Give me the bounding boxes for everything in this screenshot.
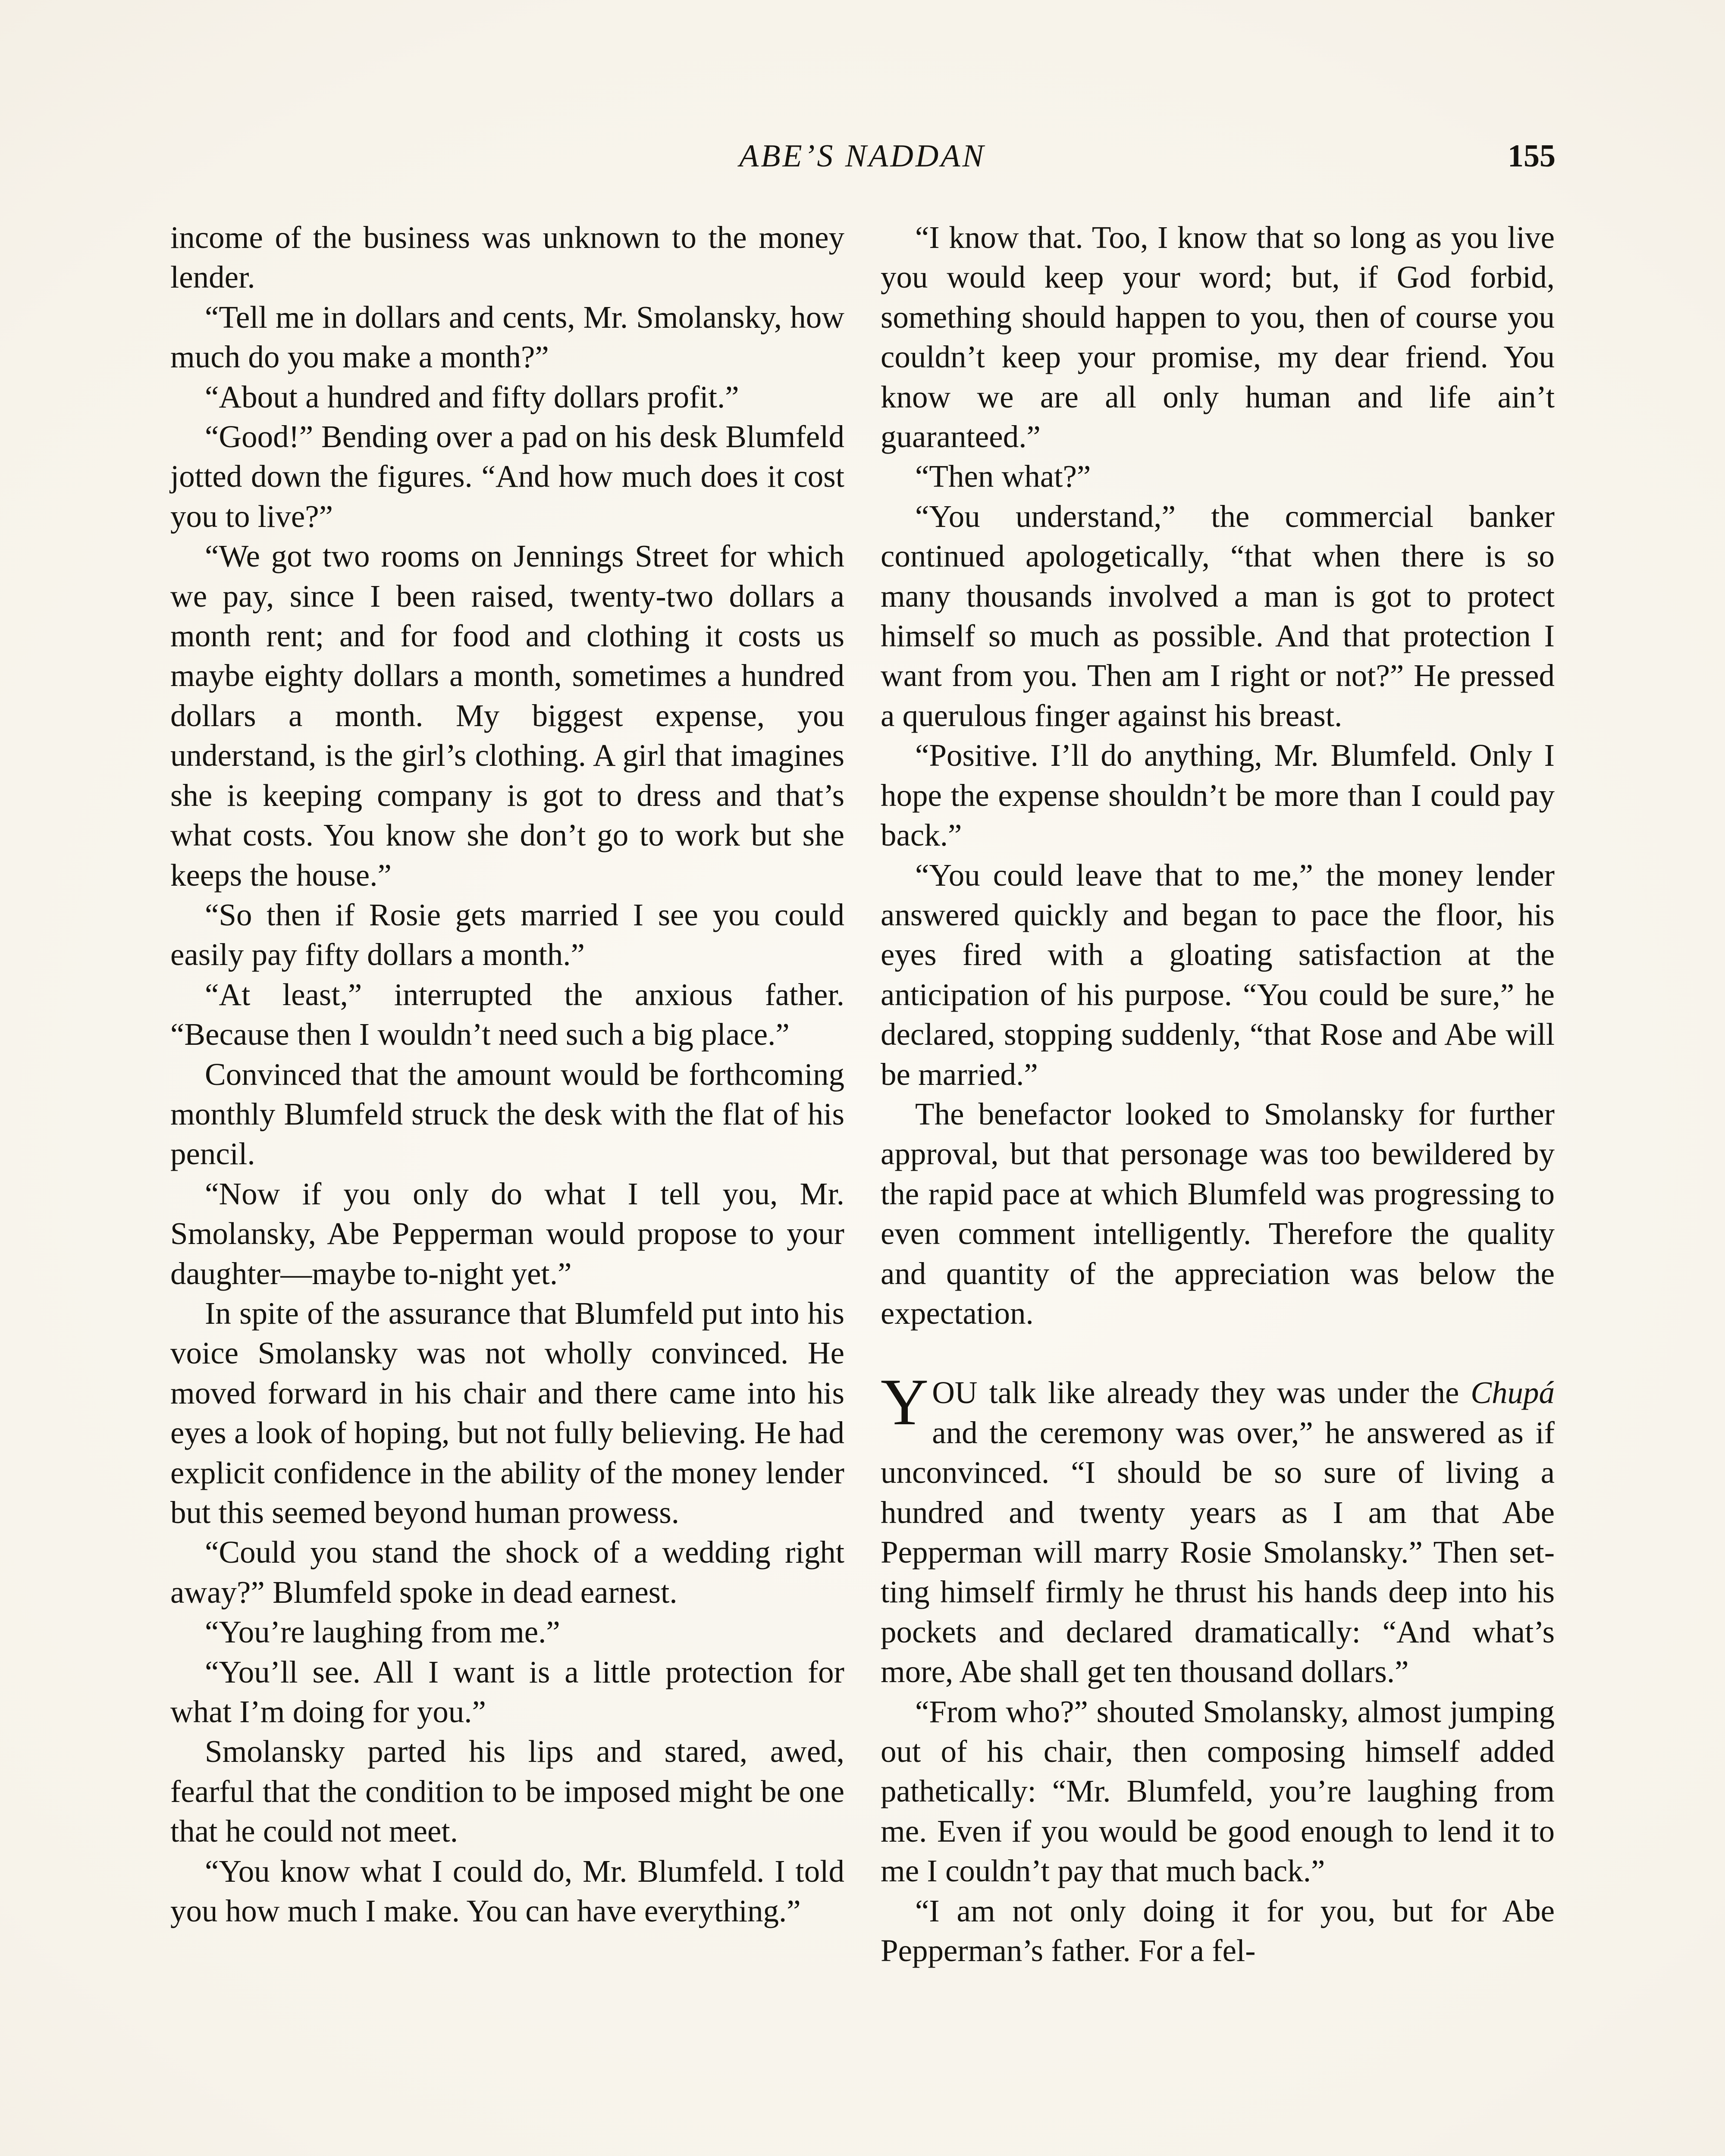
paragraph: “I am not only doing it for you, but for Abe Pepperman’s father. For a fel- <box>881 1893 1555 1968</box>
paragraph: “Then what?” <box>915 459 1091 494</box>
paragraph: “Could you stand the shock of a wedding right away?” Blumfeld spoke in dead earnest. <box>170 1535 844 1610</box>
paragraph: “From who?” shouted Smolansky, almost jumping out of his chair, then composing himself added pathetically: “Mr. Blumfeld, you’re laughing from me. Even if you would be good enough to lend it to me I couldn’t pay that much back.” <box>881 1694 1555 1889</box>
paragraph: “At least,” interrupted the anxious father. “Because then I wouldn’t need such a big place.” <box>170 977 844 1052</box>
paragraph: “So then if Rosie gets married I see you could easily pay fifty dollars a month.” <box>170 897 844 972</box>
paragraph: “I know that. Too, I know that so long as you live you would keep your word; but, if God forbid, something should happen to you, then of course you couldn’t keep your promise, my dear friend. You know we are all only human and life ain’t guaranteed.” <box>881 220 1555 454</box>
paragraph: “About a hundred and fifty dollars profit.” <box>205 379 739 414</box>
running-head-title: ABE’S NADDAN <box>739 138 986 174</box>
left-text-column <box>170 218 844 1931</box>
section-break <box>881 1333 1555 1373</box>
opening-text: OU talk like already they was under the <box>932 1375 1471 1410</box>
paragraph: “We got two rooms on Jennings Street for which we pay, since I been raised, twenty-two dollars a month rent; and for food and clothing it costs us maybe eighty dollars a month, sometimes a hundred dollars a month. My biggest expense, you understand, is the girl’s clothing. A girl that imagines she is keeping company is got to dress and that’s what costs. You know she don’t go to work but she keeps the house.” <box>170 539 844 893</box>
paragraph: Smolansky parted his lips and stared, awed, fearful that the condition to be imposed might be one that he could not meet. <box>170 1734 844 1849</box>
paragraph: “You understand,” the commercial banker continued apologetically, “that when there is so many thousands involved a man is got to protect himself so much as possible. And that protection I want from you. Then am I right or not?” He pressed a querulous finger against his breast. <box>881 498 1555 733</box>
paragraph: The benefactor looked to Smolansky for further approval, but that personage was too bewildered by the rapid pace at which Blumfeld was progressing to even comment intelligently. Therefore the quality and quantity of the appreciation was below the expectation. <box>881 1096 1555 1331</box>
drop-cap: Y <box>881 1366 929 1439</box>
paragraph: “You know what I could do, Mr. Blumfeld. I told you how much I make. You can have everything.” <box>170 1853 844 1929</box>
paragraph: Convinced that the amount would be forthcoming monthly Blumfeld struck the desk with the flat of his pencil. <box>170 1056 844 1172</box>
paragraph: “You could leave that to me,” the money lender answered quickly and began to pace the floor, his eyes fired with a gloating satisfaction at the anticipation of his purpose. “You could be sure,” he declared, stopping suddenly, “that Rose and Abe will be married.” <box>881 857 1555 1092</box>
page-number: 155 <box>1508 138 1556 174</box>
paragraph: “Positive. I’ll do anything, Mr. Blumfeld. Only I hope the expense shouldn’t be more than I could pay back.” <box>881 738 1555 853</box>
paragraph: “You’re laughing from me.” <box>205 1614 560 1650</box>
paragraph: income of the business was unknown to the money lender. <box>170 220 844 295</box>
paragraph: “Tell me in dollars and cents, Mr. Smolansky, how much do you make a month?” <box>170 299 844 375</box>
paragraph: “Now if you only do what I tell you, Mr. Smolansky, Abe Pepperman would propose to your daughter—maybe to-night yet.” <box>170 1176 844 1291</box>
section-opening-paragraph <box>881 1366 1555 1692</box>
opening-text-continued: and the ceremony was over,” he answered as if unconvinced. “I should be so sure of living a hundred and twenty years as I am that Abe Pepperman will marry Rosie Smolansky.” Then setting himself firmly he thrust his hands deep into his pockets and declared dramatically: “And what’s more, Abe shall get ten thousand dollars.” <box>881 1415 1555 1689</box>
paragraph: “You’ll see. All I want is a little protection for what I’m doing for you.” <box>170 1654 844 1730</box>
paragraph: “Good!” Bending over a pad on his desk Blumfeld jotted down the figures. “And how much does it cost you to live?” <box>170 419 844 534</box>
paragraph: In spite of the assurance that Blumfeld put into his voice Smolansky was not wholly convinced. He moved forward in his chair and there came into his eyes a look of hoping, but not fully believing. He had explicit confidence in the ability of the money lender but this seemed beyond human prowess. <box>170 1295 844 1530</box>
right-text-column <box>881 218 1555 1971</box>
italic-word: Chupá <box>1471 1375 1555 1410</box>
